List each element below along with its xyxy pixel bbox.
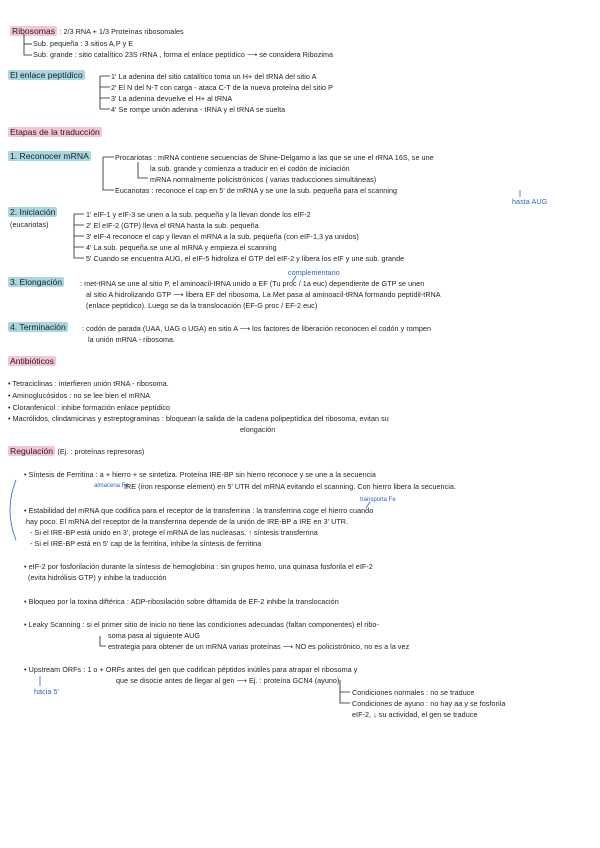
iniciacion-label: 2. Iniciación — [10, 207, 56, 217]
procariotas-line-3: mRNA normalmente policistrónicos ( varias traducciones simultáneas) — [150, 175, 377, 184]
iniciacion-section — [8, 207, 57, 218]
eucariotas-line: Eucariotas : reconoce el cap en 5' de mRNA y se une la sub. pequeña para el scanning — [115, 186, 398, 195]
ribosomas-title: Ribosomas — [12, 26, 55, 36]
eif2-line-2: (evita hidrólisis GTP) y inhibe la traducción — [28, 573, 167, 582]
enlace-section — [8, 70, 85, 81]
upstream-line-1: • Upstream ORFs : 1 o + ORFs antes del gen que codifican péptidos inútiles para atrapar el ribosoma y — [24, 665, 358, 674]
leaky-line-2: soma pasa al siguiente AUG — [108, 631, 200, 640]
enlace-title: El enlace peptídico — [10, 70, 83, 80]
ribosomas-bracket-arrow — [24, 34, 32, 55]
reconocer-label: 1. Reconocer mRNA — [10, 151, 89, 161]
enlace-step-4: 4' Se rompe unión adenina - tRNA y el tRNA se suelta — [111, 105, 286, 114]
antibiotico-cloranfenicol: • Cloranfenicol : inhibe formación enlace peptídico — [8, 403, 171, 412]
iniciacion-step-3: 3' eIF-4 reconoce el cap y llevan el mRNA a la sub. pequeña (con eIF-1,3 ya unidos) — [86, 232, 359, 241]
etapas-title: Etapas de la traducción — [10, 127, 100, 137]
enlace-steps-bracket — [100, 76, 110, 109]
ferritina-line-2: IRE (iron response element) en 5' UTR del mRNA evitando el scanning. Con hierro libera la secuencia. — [124, 482, 456, 491]
estabilidad-line-3: - Si el IRE-BP está unido en 3', protege el mRNA de las nucleasas. ↑ síntesis transferrina — [30, 528, 318, 537]
iniciacion-step-5: 5' Cuando se encuentra AUG, el eIF-5 hidroliza el GTP del eIF-2 y libera los eIF y une sub. grande — [86, 254, 405, 263]
antibiotico-tetraciclinas: • Tetraciclinas : interfieren unión tRNA - ribosoma. — [8, 379, 169, 388]
reconocer-bracket — [103, 157, 114, 190]
sub-pequena-line: Sub. pequeña : 3 sitios A,P y E — [33, 39, 134, 48]
iniciacion-step-2: 2' El eIF-2 (GTP) lleva el tRNA hasta la sub. pequeña — [86, 221, 259, 230]
iniciacion-step-4: 4' La sub. pequeña se une al mRNA y empieza el scanning — [86, 243, 277, 252]
etapas-section — [8, 127, 102, 138]
ribosomas-intro: : 2/3 RNA + 1/3 Proteínas ribosomales — [59, 27, 184, 36]
ribosomas-section — [10, 26, 184, 37]
iniciacion-step-1: 1' eIF-1 y eIF-3 se unen a la sub. pequeña y la llevan donde los eIF-2 — [86, 210, 311, 219]
estabilidad-line-1: • Estabilidad del mRNA que codifica para el receptor de la transferrina : la transferrina coge el hierro cuando — [24, 506, 374, 515]
antibiotico-macrolidos-cont: elongación — [240, 425, 276, 434]
procariotas-line-1: Procariotas : mRNA contiene secuencias de Shine-Delgarno a las que se une el rRNA 16S, se une — [115, 153, 434, 162]
eif2-line-1: • eIF-2 por fosforilación durante la síntesis de hemoglobina : sin grupos hemo, una quinasa fosforila el eIF-2 — [24, 562, 373, 571]
upstream-cond-3: eIF-2, ↓ su actividad, el gen se traduce — [352, 710, 478, 719]
upstream-cond-bracket — [340, 680, 350, 703]
transporta-fe-note: transporta Fe — [360, 497, 396, 503]
estabilidad-line-4: - Si el IRE-BP está en 5' cap de la ferritina, inhibe la síntesis de ferritina — [30, 539, 262, 548]
reconocer-section — [8, 151, 91, 162]
regulacion-title: Regulación — [10, 446, 53, 456]
elongacion-line-3: (enlace peptídico). Luego se da la translocación (EF-G proc / EF-2 euc) — [86, 301, 318, 310]
terminacion-label: 4. Terminación — [10, 322, 66, 332]
ferritina-link-arrow — [10, 480, 16, 540]
antibioticos-section — [8, 356, 56, 367]
almacena-fe-note: almacena Fe — [94, 483, 129, 489]
upstream-cond-1: Condiciones normales : no se traduce — [352, 688, 475, 697]
ferritina-line-1: • Síntesis de Ferritina : a + hierro + se sintetiza. Proteína IRE-BP sin hierro reconoce y se une a la secuencia — [24, 470, 376, 479]
elongacion-label: 3. Elongación — [10, 277, 63, 287]
terminacion-section — [8, 322, 68, 333]
terminacion-line-2: la unión mRNA - ribosoma. — [88, 335, 176, 344]
hasta-aug-note: hasta AUG — [512, 197, 548, 206]
procariotas-line-2: la sub. grande y comienza a traducir en el codón de iniciación — [150, 164, 350, 173]
elongacion-line-1: : met-tRNA se une al sitio P, el aminoacil-tRNA unido a EF (Tu proc / 1a euc) dependiente de GTP se unen — [80, 279, 425, 288]
regulacion-subtitle: (Ej. : proteínas represoras) — [57, 447, 145, 456]
upstream-cond-2: Condiciones de ayuno : no hay aa y se fosforila — [352, 699, 506, 708]
antibiotico-macrolidos: • Macrólidos, clindamicinas y estreptograminas : bloquean la salida de la cadena polipeptídica del ribosoma, evitan su — [8, 414, 389, 423]
leaky-line-1: • Leaky Scanning : si el primer sitio de inicio no tiene las condiciones adecuadas (faltan componentes) el ribo- — [24, 620, 379, 629]
regulacion-section — [8, 446, 144, 457]
antibioticos-title: Antibióticos — [10, 356, 54, 366]
enlace-step-1: 1' La adenina del sitio catalítico toma un H+ del tRNA del sitio A — [111, 72, 317, 81]
complementario-note: complementario — [288, 268, 340, 277]
elongacion-section — [8, 277, 64, 288]
upstream-line-2: que se disocie antes de llegar al gen ⟶ Ej. : proteína GCN4 (ayuno) — [116, 676, 340, 685]
procariotas-arrow — [138, 162, 148, 178]
leaky-arrow — [100, 636, 106, 646]
iniciacion-bracket — [74, 214, 84, 258]
terminacion-line-1: : codón de parada (UAA, UAG o UGA) en sitio A ⟶ los factores de liberación reconocen el codón y rompen — [82, 324, 432, 333]
sub-grande-line: Sub. grande : sitio catalítico 23S rRNA , forma el enlace peptídico ⟶ se considera Ribozima — [33, 50, 334, 59]
leaky-line-3: estrategia para obtener de un mRNA varias proteínas ⟶ NO es policistrónico, no es a la vez — [108, 642, 410, 651]
antibiotico-aminoglucosidos: • Aminoglucósidos : no se lee bien el mRNA — [8, 391, 151, 400]
enlace-step-2: 2' El N del N-T con carga - ataca C-T de la nueva proteína del sitio P — [111, 83, 333, 92]
hacia-5-note: hacia 5' — [34, 687, 59, 696]
elongacion-line-2: al sitio A hidrolizando GTP ⟶ libera EF del ribosoma. La Met pasa al aminoacil-tRNA formando peptidil-tRNA — [86, 290, 441, 299]
enlace-step-3: 3' La adenina devuelve el H+ al tRNA — [111, 94, 233, 103]
estabilidad-line-2: hay poco. El mRNA del receptor de la transferrina depende de la unión de IRE-BP a IRE en 3' UTR. — [26, 517, 349, 526]
iniciacion-sub: (eucariotas) — [10, 220, 49, 229]
toxina-line: • Bloqueo por la toxina diftérica : ADP-ribosilación sobre diftamida de EF-2 inhibe la translocación — [24, 597, 339, 606]
